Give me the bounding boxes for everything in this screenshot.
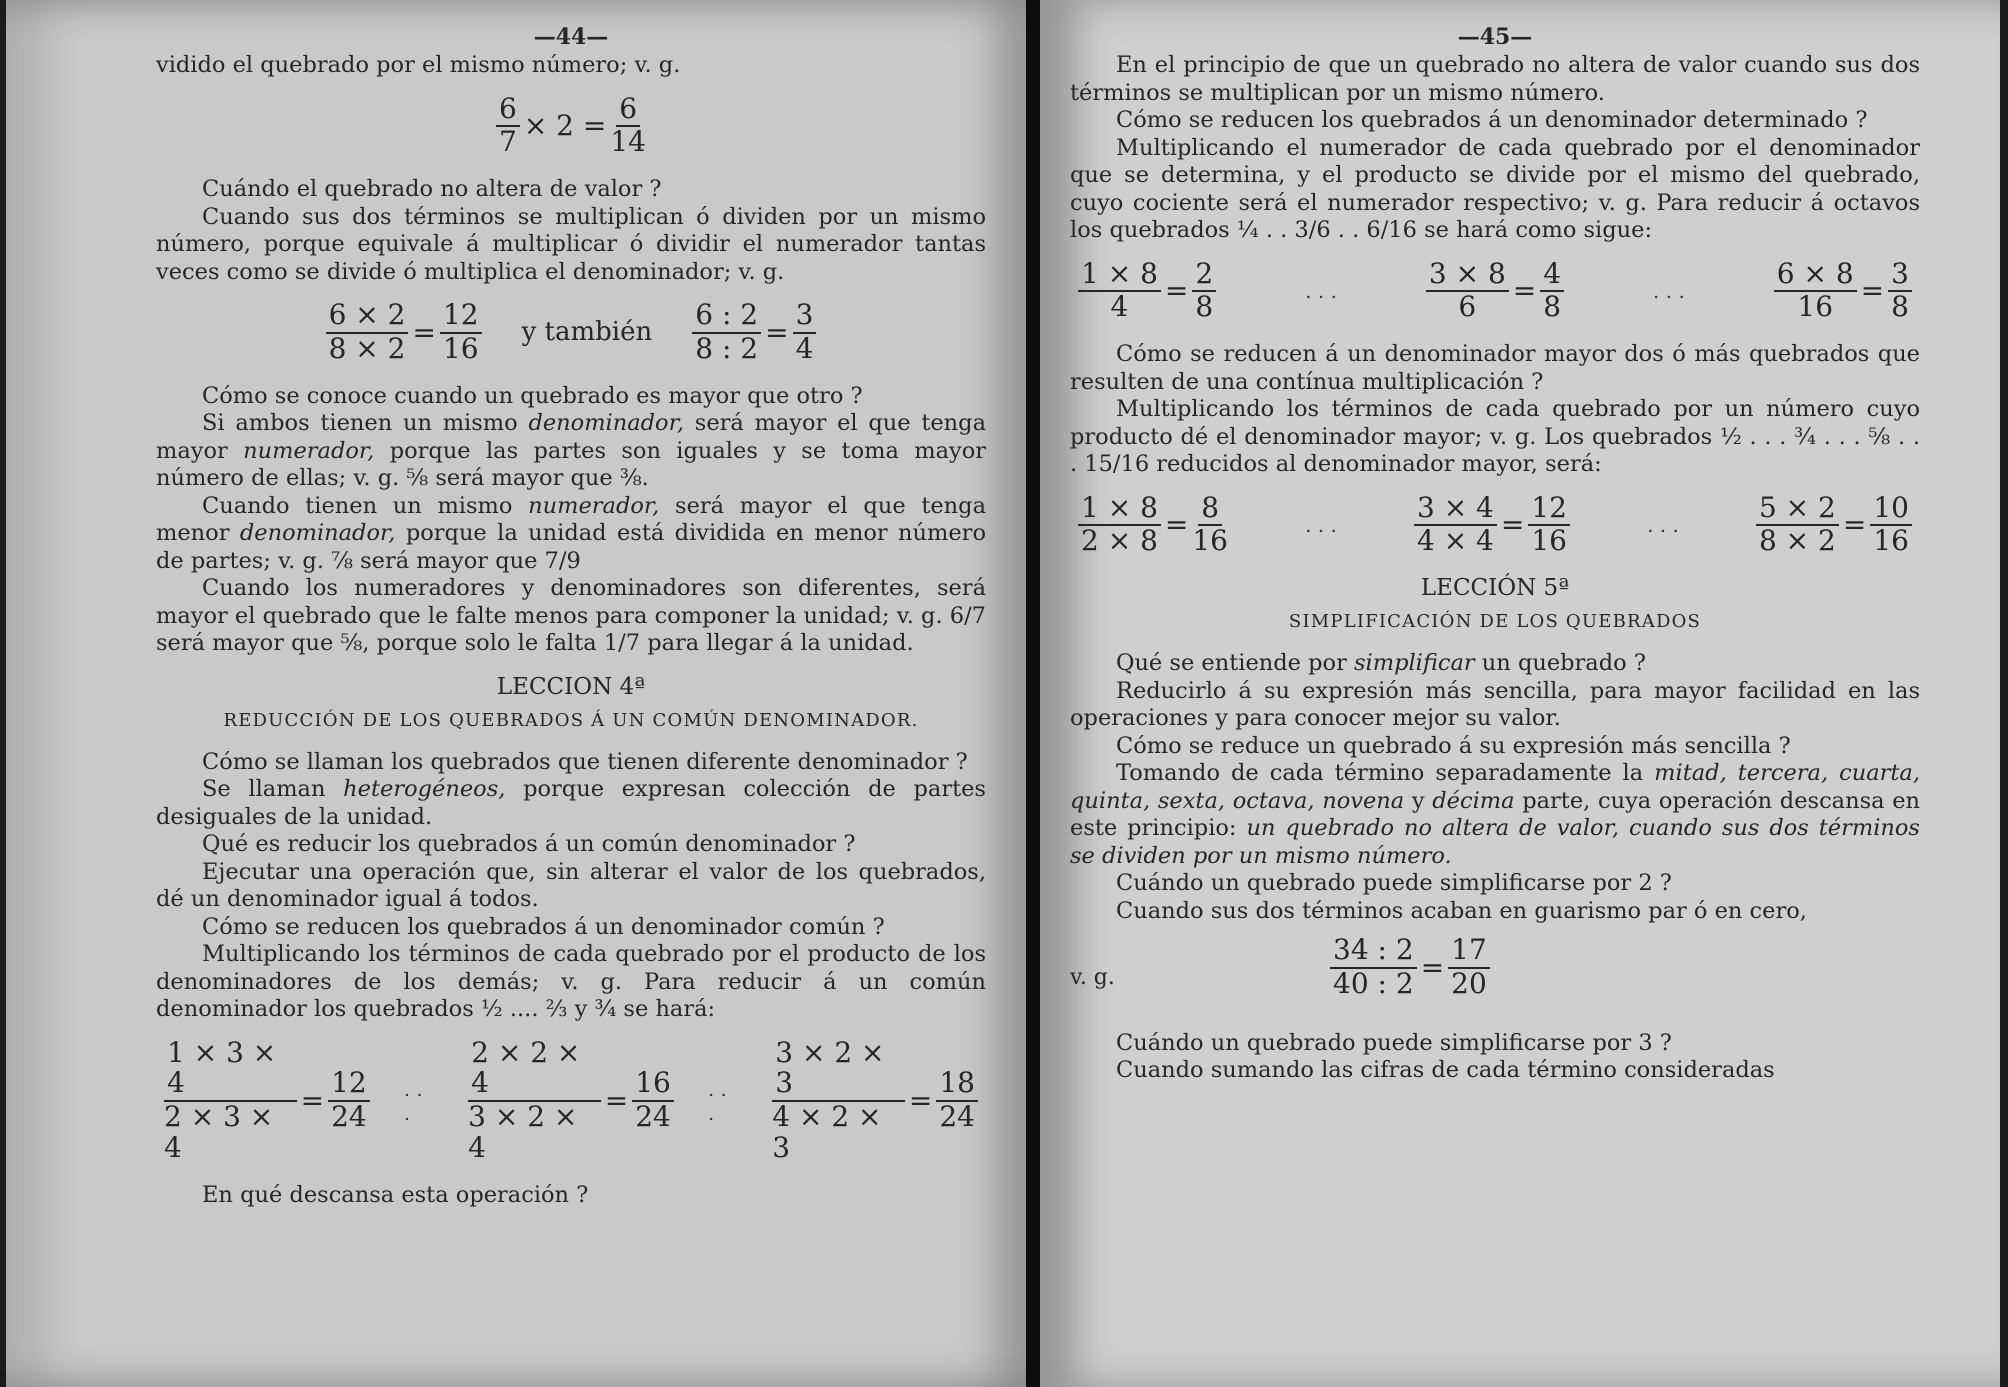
- fraction: $\frac{3 \times 2 \times 3}{4 \times 2 \times 3}$: [772, 1038, 905, 1164]
- answer: Cuando sus dos términos acaban en guarismo par ó en cero,: [1116, 897, 1807, 924]
- question: Cómo se reducen á un denominador mayor dos ó más quebrados que resulten de una contínua multiplicación ?: [1070, 341, 1920, 395]
- fraction: $\frac{2}{8}$: [1192, 259, 1216, 324]
- fraction: $\frac{3 \times 8}{6}$: [1426, 259, 1509, 324]
- fraction: $\frac{12}{24}$: [328, 1068, 370, 1133]
- fraction: $\frac{17}{20}$: [1448, 935, 1490, 1000]
- fraction: $\frac{10}{16}$: [1870, 493, 1912, 558]
- question: Cuándo un quebrado puede simplificarse por 2 ?: [1116, 870, 1672, 897]
- question: Cómo se reducen los quebrados á un denominador determinado ?: [1116, 107, 1868, 133]
- lesson-heading: LECCION 4ª: [496, 673, 646, 700]
- fraction: $\frac{3 \times 4}{4 \times 4}$: [1414, 493, 1497, 558]
- fraction: $\frac{6 \times 8}{16}$: [1774, 259, 1857, 324]
- page-number-left: —44—: [533, 24, 609, 50]
- book-spine: [1026, 0, 1040, 1387]
- left-page: [6, 0, 1026, 1387]
- fraction: $\frac{3}{8}$: [1888, 259, 1912, 324]
- fraction: $\frac{5 \times 2}{8 \times 2}$: [1756, 493, 1839, 558]
- formula-term: $\frac{1 \times 8}{4}$ = $\frac{2}{8}$: [1078, 259, 1216, 324]
- answer: En el principio de que un quebrado no altera de valor cuando sus dos términos se multiplican por un mismo número.: [1070, 52, 1920, 106]
- formula-term: $\frac{1 \times 8}{2 \times 8}$ = $\frac{8}{16}$: [1078, 493, 1228, 558]
- formula-example-3: $\frac{1 \times 3 \times 4}{2 \times 3 \times 4}$ = $\frac{12}{24}$ . . . $\frac{2 \times 2 \times 4}{3 \times 2 \times 4}$ = $\frac{16}{24}$ . . . $\frac{3 \times 2 \times 3}{4 \times 2 \times 3}$ = $\frac{18}{24}$: [156, 1038, 986, 1164]
- formula-example-1: [156, 91, 986, 159]
- operator: × 2 =: [523, 109, 607, 143]
- fraction: $\frac{6}{14}$: [610, 91, 646, 159]
- fraction: $\frac{4}{8}$: [1540, 259, 1564, 324]
- formula-example-6: $\frac{34 : 2}{40 : 2}$ = $\frac{17}{20}$: [1330, 935, 1490, 1000]
- question: Cuándo el quebrado no altera de valor ?: [202, 176, 662, 203]
- right-page: [1040, 0, 2000, 1387]
- formula-term: $\frac{2 \times 2 \times 4}{3 \times 2 \times 4}$ = $\frac{16}{24}$: [468, 1038, 674, 1164]
- fraction: $\frac{6}{7}$: [496, 94, 520, 159]
- example-label: v. g.: [1070, 964, 1115, 990]
- fraction: $\frac{3}{4}$: [793, 300, 817, 365]
- paragraph-continuation: vidido el quebrado por el mismo número; v. g.: [156, 52, 681, 78]
- question: Cuándo un quebrado puede simplificarse por 3 ?: [1116, 1029, 1672, 1056]
- answer: Reducirlo á su expresión más sencilla, para mayor facilidad en las operaciones y para conocer mejor su valor.: [1070, 677, 1920, 732]
- answer: Cuando sus dos términos se multiplican ó dividen por un mismo número, porque equivale á multiplicar ó dividir el numerador tantas veces como se divide ó multiplica el denominador; v. g.: [156, 203, 986, 285]
- question: Qué se entiende por simplificar un quebrado ?: [1116, 650, 1646, 677]
- answer: Multiplicando el numerador de cada quebrado por el denominador que se determina, y el producto se divide por el mismo del quebrado, cuyo cociente será el numerador respectivo; v. g. Para reducir á octavos los quebrados ¼ . . 3/6 . . 6/16 se hará como sigue:: [1070, 134, 1920, 243]
- formula-term: $\frac{3 \times 4}{4 \times 4}$ = $\frac{12}{16}$: [1414, 493, 1570, 558]
- answer: Cuando los numeradores y denominadores son diferentes, será mayor el quebrado que le falte menos para componer la unidad; v. g. 6/7 será mayor que ⅝, porque solo le falta 1/7 para llegar á la unidad.: [156, 575, 986, 657]
- section-subheading: REDUCCIÓN DE LOS QUEBRADOS Á UN COMÚN DENOMINADOR.: [223, 709, 919, 731]
- question: Cómo se llaman los quebrados que tienen diferente denominador ?: [202, 748, 968, 775]
- answer: Multiplicando los términos de cada quebrado por el producto de los denominadores de los demás; v. g. Para reducir á un común denominador los quebrados ½ .... ⅔ y ¾ se hará:: [156, 941, 986, 1023]
- formula-term: $\frac{1 \times 3 \times 4}{2 \times 3 \times 4}$ = $\frac{12}{24}$: [164, 1038, 370, 1164]
- question: Cómo se conoce cuando un quebrado es mayor que otro ?: [202, 382, 863, 409]
- answer: Tomando de cada término separadamente la mitad, tercera, cuarta, quinta, sexta, octava, novena y décima parte, cuya operación descansa en este principio: un quebrado no altera de valor, cuando sus dos términos se dividen por un mismo número.: [1070, 760, 1921, 869]
- fraction: $\frac{34 : 2}{40 : 2}$: [1330, 935, 1417, 1000]
- question: En qué descansa esta operación ?: [202, 1181, 589, 1208]
- conjunction: y también: [521, 317, 653, 348]
- fraction: $\frac{1 \times 3 \times 4}{2 \times 3 \times 4}$: [164, 1038, 297, 1164]
- fraction: $\frac{12}{16}$: [1528, 493, 1570, 558]
- question: Cómo se reduce un quebrado á su expresión más sencilla ?: [1116, 732, 1791, 759]
- question: Cómo se reducen los quebrados á un denominador común ?: [202, 913, 885, 940]
- formula-term: $\frac{3 \times 2 \times 3}{4 \times 2 \times 3}$ = $\frac{18}{24}$: [772, 1038, 978, 1164]
- formula-term: $\frac{6 \times 8}{16}$ = $\frac{3}{8}$: [1774, 259, 1912, 324]
- answer: Cuando tienen un mismo numerador, será mayor el que tenga menor denominador, porque la unidad está dividida en menor número de partes; v. g. ⅞ será mayor que 7/9: [156, 492, 986, 574]
- fraction: $\frac{8}{16}$: [1192, 490, 1228, 558]
- formula-term: $\frac{3 \times 8}{6}$ = $\frac{4}{8}$: [1426, 259, 1564, 324]
- fraction: $\frac{18}{24}$: [936, 1068, 978, 1133]
- answer: Se llaman heterogéneos, porque expresan colección de partes desiguales de la unidad.: [156, 776, 986, 830]
- lesson-heading: LECCIÓN 5ª: [1420, 575, 1570, 602]
- formula-example-5: $\frac{1 \times 8}{2 \times 8}$ = $\frac{8}{16}$ . . . $\frac{3 \times 4}{4 \times 4}$ = $\frac{12}{16}$ . . . $\frac{5 \times 2}{8 \times 2}$ = $\frac{10}{16}$: [1070, 493, 1920, 558]
- formula-example-2: $\frac{6 \times 2}{8 \times 2}$ = $\frac{12}{16}$ y también $\frac{6 : 2}{8 : 2}$ = $\frac{3}{4}$: [156, 300, 986, 365]
- formula-term: $\frac{5 \times 2}{8 \times 2}$ = $\frac{10}{16}$: [1756, 493, 1912, 558]
- fraction: $\frac{2 \times 2 \times 4}{3 \times 2 \times 4}$: [468, 1038, 601, 1164]
- answer: Multiplicando los términos de cada quebrado por un número cuyo producto dé el denominador mayor; v. g. Los quebrados ½ . . . ¾ . . . ⅝ . . . 15/16 reducidos al denominador mayor, será:: [1070, 396, 1920, 478]
- example-row: [1070, 925, 1920, 1030]
- answer: Ejecutar una operación que, sin alterar el valor de los quebrados, dé un denominador igual á todos.: [156, 858, 986, 913]
- fraction: $\frac{16}{24}$: [632, 1068, 674, 1133]
- fraction: $\frac{1 \times 8}{2 \times 8}$: [1078, 493, 1161, 558]
- fraction: $\frac{6 : 2}{8 : 2}$: [692, 300, 761, 365]
- answer: Si ambos tienen un mismo denominador, será mayor el que tenga mayor numerador, porque las partes son iguales y se toma mayor número de ellas; v. g. ⅝ será mayor que ⅜.: [156, 410, 986, 492]
- section-subheading: SIMPLIFICACIÓN DE LOS QUEBRADOS: [1288, 611, 1702, 633]
- page-number-right: —45—: [1457, 24, 1533, 50]
- question: Qué es reducir los quebrados á un común denominador ?: [202, 831, 856, 858]
- fraction: $\frac{1 \times 8}{4}$: [1078, 259, 1161, 324]
- fraction: $\frac{12}{16}$: [440, 300, 482, 365]
- formula-example-4: $\frac{1 \times 8}{4}$ = $\frac{2}{8}$ . . . $\frac{3 \times 8}{6}$ = $\frac{4}{8}$ . . . $\frac{6 \times 8}{16}$ = $\frac{3}{8}$: [1070, 259, 1920, 324]
- answer: Cuando sumando las cifras de cada término consideradas: [1116, 1057, 1775, 1084]
- fraction: $\frac{6 \times 2}{8 \times 2}$: [326, 300, 409, 365]
